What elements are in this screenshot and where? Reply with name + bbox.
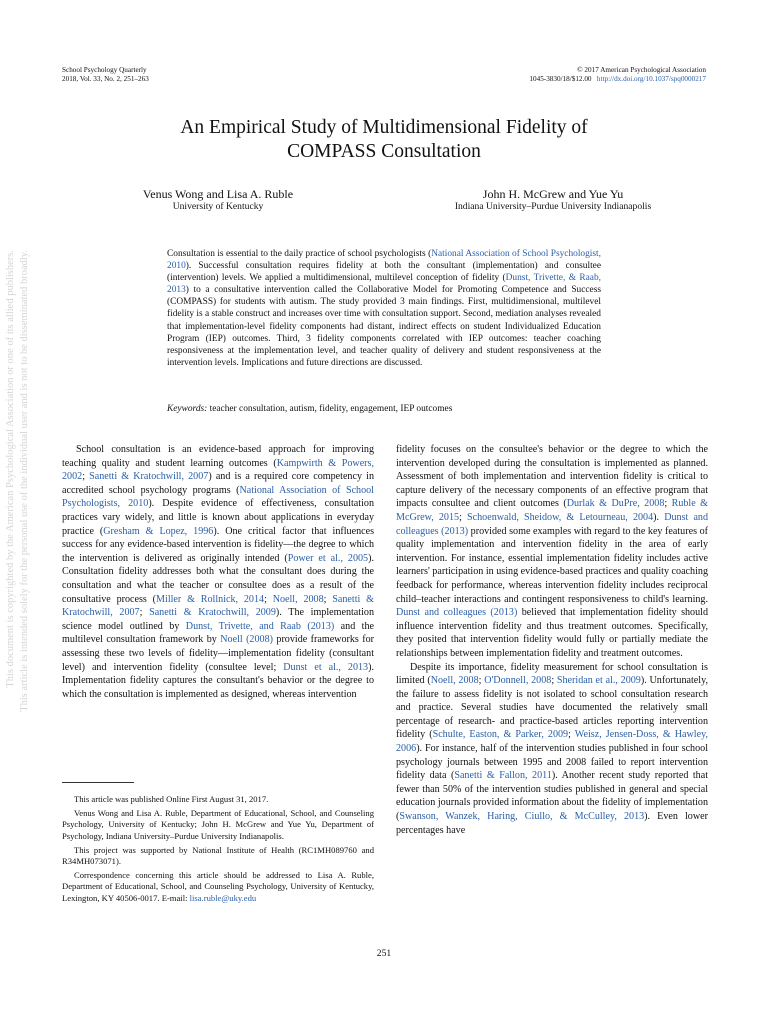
page-number: 251 xyxy=(376,948,392,959)
body-text: ; xyxy=(478,675,485,687)
abstract xyxy=(167,248,601,369)
body-text: provide frameworks for assessing these two levels of fidelity—implementation fidelity (consultant level) and intervention fidelity (consultee level; xyxy=(62,634,375,673)
footnote-correspondence xyxy=(62,870,374,904)
correspondence-text: Correspondence concerning this article should be addressed to Lisa A. Ruble, Department of Educational, School, and Counseling Psychology, University of Kentucky, Lexington, KY 40506-0017. E-mail: xyxy=(62,870,374,903)
body-text: ). Another recent study reported that fewer than 50% of the intervention studies published in general and special education journals provided information about the fidelity of implementation ( xyxy=(396,770,709,823)
author-affiliation: University of Kentucky xyxy=(172,201,264,212)
body-text: School consultation is an evidence-based approach for improving teaching quality and student learning outcomes ( xyxy=(62,444,374,469)
body-text: ; xyxy=(264,593,273,605)
publisher-info xyxy=(529,66,706,84)
citation-link[interactable]: O'Donnell, 2008 xyxy=(484,675,552,687)
body-text: ; xyxy=(82,471,90,483)
body-text: ). xyxy=(653,511,665,523)
citation-link[interactable]: Sanetti & Fallon, 2011 xyxy=(454,770,552,782)
journal-info xyxy=(62,66,149,84)
body-text: ; xyxy=(551,675,557,687)
copyright-side-notice xyxy=(4,250,34,770)
keywords-label: Keywords: xyxy=(167,404,208,414)
citation-link[interactable]: Dunst and colleagues (2013) xyxy=(396,607,518,619)
body-text: fidelity focuses on the consultee's behavior or the degree to which the intervention developed during the consultation is implemented as planned. Assessment of both implementation and intervention fidelity is critical to capture delivery of the necessary components of an effective program that impacts consultee and client outcomes ( xyxy=(396,444,708,510)
citation-link[interactable]: Dunst, Trivette, and Raab (2013) xyxy=(185,620,335,632)
citation-link[interactable]: National Association of School Psychologist, 2010 xyxy=(167,249,602,272)
article-title xyxy=(80,116,688,164)
citation-link[interactable]: Schoenwald, Sheidow, & Letourneau, 2004 xyxy=(467,511,654,523)
body-text: ; xyxy=(323,593,333,605)
citation-link[interactable]: Kampwirth & Powers, 2002 xyxy=(62,457,374,483)
keywords xyxy=(167,403,601,415)
footnote-divider xyxy=(62,782,134,783)
citation-link[interactable]: Schulte, Easton, & Parker, 2009 xyxy=(432,729,569,741)
email-link[interactable]: lisa.ruble@uky.edu xyxy=(189,892,257,903)
citation-link[interactable]: National Association of School Psychologists, 2010 xyxy=(62,484,374,510)
body-text: ) and is a required core competency in accredited school psychology programs ( xyxy=(62,471,374,496)
copyright-line: © 2017 American Psychological Association xyxy=(577,66,706,74)
citation-link[interactable]: Gresham & Lopez, 1996 xyxy=(103,525,214,537)
body-paragraph xyxy=(396,443,708,661)
citation-link[interactable]: Durlak & DuPre, 2008 xyxy=(566,498,665,510)
title-line-1: An Empirical Study of Multidimensional Fidelity of xyxy=(180,117,588,138)
author-affiliation: Indiana University–Purdue University Indianapolis xyxy=(454,201,652,212)
citation-link[interactable]: Weisz, Jensen-Doss, & Hawley, 2006 xyxy=(396,729,708,755)
body-text: ; xyxy=(139,607,150,619)
citation-link[interactable]: Noell, 2008 xyxy=(272,593,324,605)
citation-link[interactable]: Dunst and colleagues (2013) xyxy=(396,511,709,537)
citation-link[interactable]: Sanetti & Kratochwill, 2007 xyxy=(62,593,374,619)
footnote-funding: This project was supported by National Institute of Health (RC1MH089760 and R34MH073071). xyxy=(62,844,374,867)
doi-link[interactable]: http://dx.doi.org/10.1037/spq0000217 xyxy=(596,75,706,83)
journal-name: School Psychology Quarterly xyxy=(62,66,147,74)
footnote-affiliations: Venus Wong and Lisa A. Ruble, Department of Educational, School, and Counseling Psychology, University of Kentucky; John H. McGrew and Yue Yu, Department of Psychology, Indiana University–Purdue University Indianapolis. xyxy=(62,808,374,841)
body-text: ; xyxy=(568,729,575,741)
body-text: ). For instance, half of the intervention studies published in four school psychology journals between 1995 and 2008 failed to report intervention fidelity data ( xyxy=(396,743,708,782)
keywords-text: teacher consultation, autism, fidelity, engagement, IEP outcomes xyxy=(209,404,453,414)
body-column-right xyxy=(396,443,708,837)
body-text: ). Unfortunately, the failure to assess fidelity is not isolated to school consultation research and practice. Several studies have documented the relatively small percentage of research- and practice-based articles reporting intervention fidelity ( xyxy=(396,675,708,741)
body-paragraph xyxy=(396,661,708,838)
body-text: ). Consultation fidelity addresses both what the consultant does during the consultation and what the teacher or consultee does as a result of the consultative process ( xyxy=(62,552,374,605)
body-text: ). One critical factor that influences success for any evidence-based intervention is fidelity—the degree to which the intervention is delivered as originally intended ( xyxy=(62,525,374,564)
body-text: and the multilevel consultation framework by xyxy=(62,620,375,646)
citation-link[interactable]: Dunst, Trivette, & Raab, 2013 xyxy=(167,273,601,296)
footnotes xyxy=(62,794,374,907)
body-text: Despite its importance, fidelity measurement for school consultation is limited ( xyxy=(396,661,708,687)
citation-link[interactable]: Swanson, Wanzek, Haring, Ciullo, & McCulley, 2013 xyxy=(399,811,645,823)
abstract-text: Consultation is essential to the daily practice of school psychologists ( xyxy=(167,249,432,259)
body-text: provided some examples with regard to the key features of quality implementation and intervention fidelity in the area of early intervention. For instance, essential implementation fidelity includes active learners' participation in using evidence-based practices and quality coaching feedback for performance, whereas intervention fidelity includes reciprocal child–teacher interactions and contingent responsiveness to child's learning. xyxy=(396,525,708,605)
citation-link[interactable]: Sanetti & Kratochwill, 2009 xyxy=(149,607,276,619)
citation-link[interactable]: Ruble & McGrew, 2015 xyxy=(396,498,708,523)
abstract-text: ) to a consultative intervention called the Collaborative Model for Promoting Competence and Success (COMPASS) for students with autism. The study provided 3 main findings. First, multidimensional, multilevel fidelity is a stable construct and increases over time with consultation support. Second, mediation analyses revealed that implementation-level fidelity components had distant, indirect effects on student Individualized Education Program (IEP) outcomes. Third, 3 fidelity components correlated with IEP outcomes: teacher coaching responsiveness at the implementation level, and teacher quality of delivery and student responsiveness at the intervention levels. Implications and future directions are discussed. xyxy=(167,285,601,368)
citation-link[interactable]: Power et al., 2005 xyxy=(287,552,369,564)
body-text: believed that implementation fidelity should influence intervention fidelity and thus treatment outcomes. Specifically, they posited that intervention fidelity would fully or partially mediate the relationships between implementation fidelity and treatment outcomes. xyxy=(396,607,708,659)
side-notice-line-2: This article is intended solely for the personal use of the individual user and is not to be disseminated broadly. xyxy=(19,250,30,712)
abstract-text: ). Successful consultation requires fidelity at both the consultant (implementation) and consultee (intervention) levels. We applied a multidimensional, multilevel conception of fidelity ( xyxy=(167,261,601,284)
body-column-left xyxy=(62,443,374,701)
author-group-1 xyxy=(118,187,318,213)
body-text: ; xyxy=(459,511,468,523)
citation-link[interactable]: Noell (2008) xyxy=(220,634,273,646)
citation-link[interactable]: Noell, 2008 xyxy=(430,675,479,687)
author-group-2 xyxy=(418,187,688,213)
volume-info: 2018, Vol. 33, No. 2, 251–263 xyxy=(62,75,149,83)
issn-doi-line xyxy=(529,75,706,84)
citation-link[interactable]: Sheridan et al., 2009 xyxy=(556,675,641,687)
title-line-2: COMPASS Consultation xyxy=(287,141,481,162)
citation-link[interactable]: Miller & Rollnick, 2014 xyxy=(156,593,265,605)
issn: 1045-3830/18/$12.00 xyxy=(529,75,592,83)
body-text: ). Implementation fidelity captures the consultant's behavior or the degree to which the consultation is implemented as designed, whereas intervention xyxy=(62,661,374,700)
body-paragraph xyxy=(62,443,374,701)
side-notice-line-1: This document is copyrighted by the American Psychological Association or one of its allied publishers. xyxy=(5,250,16,688)
body-text: ; xyxy=(664,498,672,510)
citation-link[interactable]: Dunst et al., 2013 xyxy=(283,661,369,673)
author-names: John H. McGrew and Yue Yu xyxy=(482,187,624,201)
body-text: ). The implementation science model outlined by xyxy=(62,607,374,632)
citation-link[interactable]: Sanetti & Kratochwill, 2007 xyxy=(89,471,209,483)
body-text: ). Despite evidence of effectiveness, consultation practices vary widely, and little is known about applications in everyday practice ( xyxy=(62,498,374,537)
footnote-publication: This article was published Online First August 31, 2017. xyxy=(74,794,269,804)
body-text: ). Even lower percentages have xyxy=(396,811,708,836)
author-names: Venus Wong and Lisa A. Ruble xyxy=(142,187,294,201)
